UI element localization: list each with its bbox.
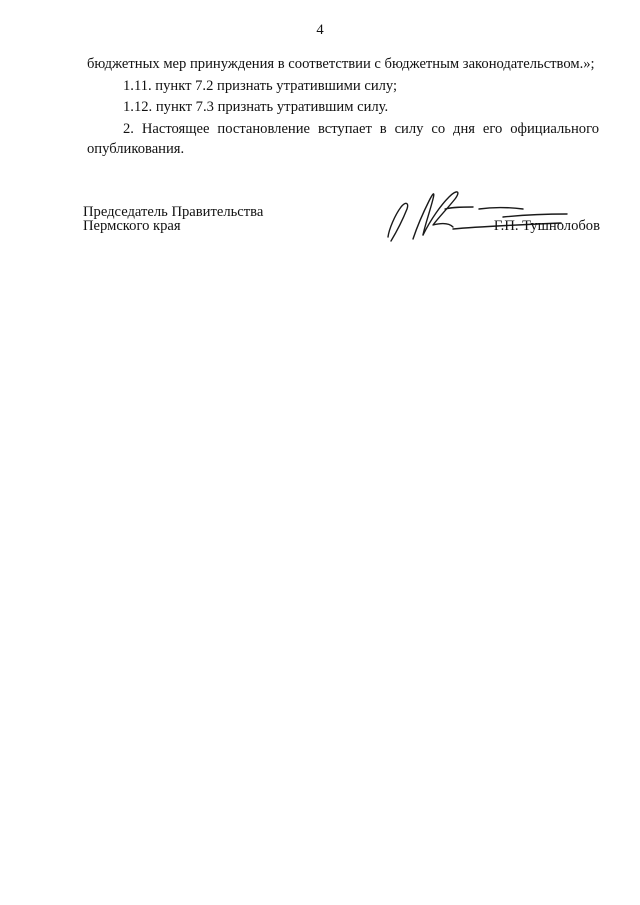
signatory-title <box>83 205 263 233</box>
paragraph-continuation: бюджетных мер принуждения в соответствии с бюджетным законодательством.»; <box>87 56 595 72</box>
document-body <box>87 54 599 160</box>
signature-block <box>83 205 603 245</box>
page-number: 4 <box>316 22 324 38</box>
handwritten-signature-icon <box>383 179 573 245</box>
paragraph-item-1-12: 1.12. пункт 7.3 признать утратившим силу. <box>123 99 389 115</box>
signatory-title-line-1: Председатель Правительства <box>83 204 264 220</box>
signatory-name: Г.П. Тушнолобов <box>493 218 600 234</box>
paragraph-item-2: 2. Настоящее постановление вступает в силу со дня его официального опубликования. <box>87 120 599 157</box>
paragraph-item-1-11: 1.11. пункт 7.2 признать утратившими силу; <box>123 77 398 94</box>
signatory-title-line-2: Пермского края <box>83 218 181 234</box>
